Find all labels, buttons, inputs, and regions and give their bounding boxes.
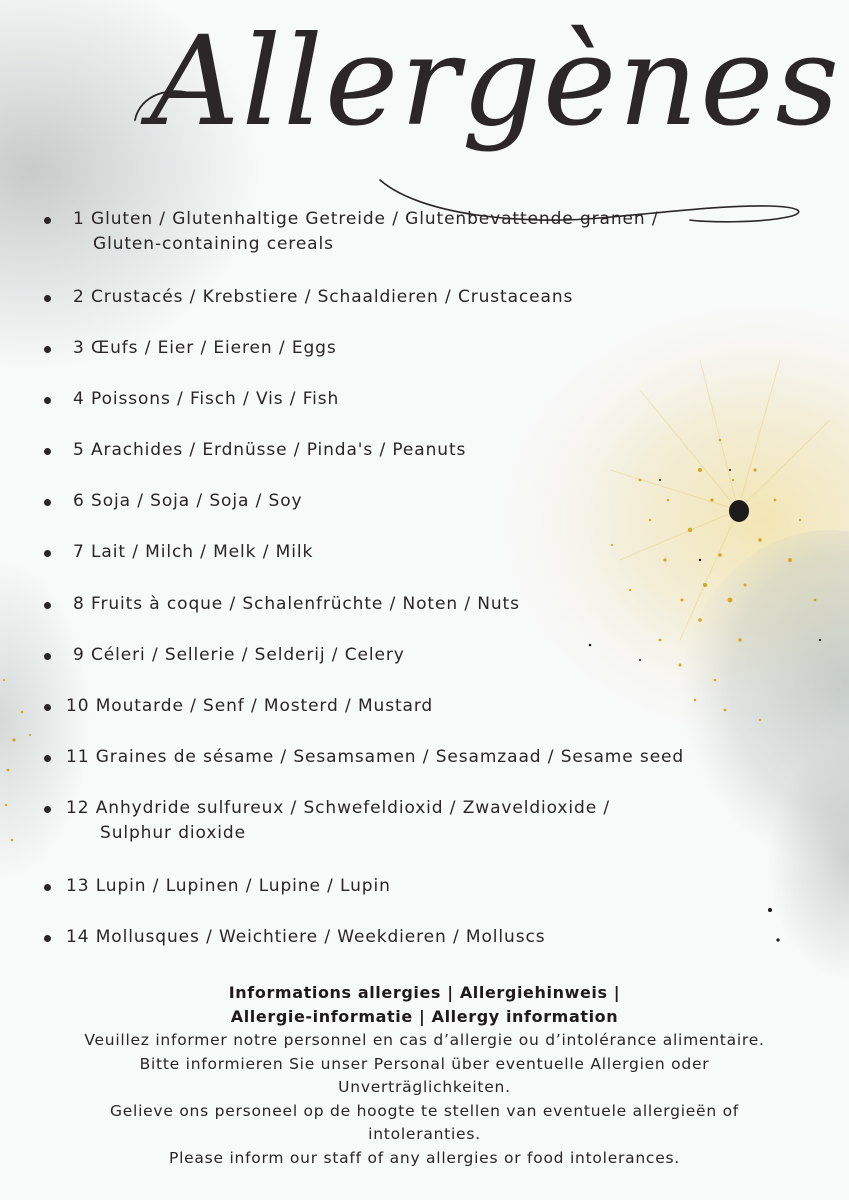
allergen-label: 6 Soja / Soja / Soja / Soy — [73, 491, 303, 511]
info-text-french: Veuillez informer notre personnel en cas d’allergie ou d’intolérance alimentaire. — [84, 1031, 765, 1049]
allergen-label-continued: Gluten-containing cereals — [93, 234, 334, 254]
allergen-label: 9 Céleri / Sellerie / Selderij / Celery — [73, 645, 405, 665]
allergen-label: 14 Mollusques / Weichtiere / Weekdieren / Molluscs — [66, 927, 546, 947]
bullet-icon — [44, 499, 51, 506]
allergen-label: 2 Crustacés / Krebstiere / Schaaldieren / Crustaceans — [73, 287, 574, 307]
allergen-label: 12 Anhydride sulfureux / Schwefeldioxid / Zwaveldioxide / — [66, 798, 611, 818]
page-title: Allergènes — [150, 10, 842, 154]
info-text-english: Please inform our staff of any allergies or food intolerances. — [168, 1148, 680, 1167]
bullet-icon — [44, 755, 51, 762]
bullet-icon — [44, 653, 51, 660]
info-text-dutch-1: Gelieve ons personeel op de hoogte te stellen van eventuele allergieën of — [109, 1101, 740, 1120]
allergen-item-peanuts — [44, 438, 824, 463]
allergen-label: 4 Poissons / Fisch / Vis / Fish — [73, 389, 340, 409]
bullet-icon — [44, 550, 51, 557]
allergen-item-soy — [44, 489, 824, 514]
allergen-item-sulphur-dioxide — [44, 796, 824, 846]
bullet-icon — [44, 704, 51, 711]
bullet-icon — [44, 397, 51, 404]
allergen-item-eggs — [44, 336, 824, 361]
info-text-german-2: Unverträglichkeiten. — [338, 1078, 511, 1096]
allergen-item-sesame — [44, 745, 824, 770]
allergen-item-molluscs — [44, 925, 824, 950]
title-area — [0, 0, 849, 230]
allergen-label: 8 Fruits à coque / Schalenfrüchte / Noten / Nuts — [73, 594, 520, 614]
info-text-german-1: Bitte informieren Sie unser Personal über eventuelle Allergien oder — [139, 1054, 710, 1073]
info-text-dutch-2: intoleranties. — [368, 1125, 481, 1143]
allergen-item-fish — [44, 387, 824, 412]
bullet-icon — [44, 346, 51, 353]
allergen-label: 11 Graines de sésame / Sesamsamen / Sesamzaad / Sesame seed — [66, 747, 685, 767]
allergen-item-mustard — [44, 694, 824, 719]
allergen-label: 3 Œufs / Eier / Eieren / Eggs — [73, 338, 337, 358]
allergen-item-celery — [44, 643, 824, 668]
allergen-label: 13 Lupin / Lupinen / Lupine / Lupin — [66, 876, 391, 896]
allergy-information-block — [20, 981, 829, 1170]
bullet-icon — [44, 217, 51, 224]
info-heading-line-2: Allergie-informatie | Allergy information — [230, 1007, 619, 1026]
allergen-label: 5 Arachides / Erdnüsse / Pinda's / Peanuts — [73, 440, 467, 460]
allergen-item-nuts — [44, 592, 824, 617]
bullet-icon — [44, 448, 51, 455]
allergen-item-gluten — [44, 207, 824, 257]
info-heading-line-1: Informations allergies | Allergiehinweis | — [228, 983, 621, 1002]
title-swash-flourish — [0, 0, 849, 230]
bullet-icon — [44, 884, 51, 891]
allergen-item-lupin — [44, 874, 824, 899]
allergen-label: 7 Lait / Milch / Melk / Milk — [73, 542, 314, 562]
bullet-icon — [44, 602, 51, 609]
bullet-icon — [44, 806, 51, 813]
allergen-label-continued: Sulphur dioxide — [100, 823, 246, 843]
allergen-item-milk — [44, 540, 824, 565]
bullet-icon — [44, 295, 51, 302]
bullet-icon — [44, 935, 51, 942]
allergen-label: 10 Moutarde / Senf / Mosterd / Mustard — [66, 696, 434, 716]
allergen-label: 1 Gluten / Glutenhaltige Getreide / Glutenbevattende granen / — [73, 209, 659, 229]
allergen-item-crustaceans — [44, 285, 824, 310]
